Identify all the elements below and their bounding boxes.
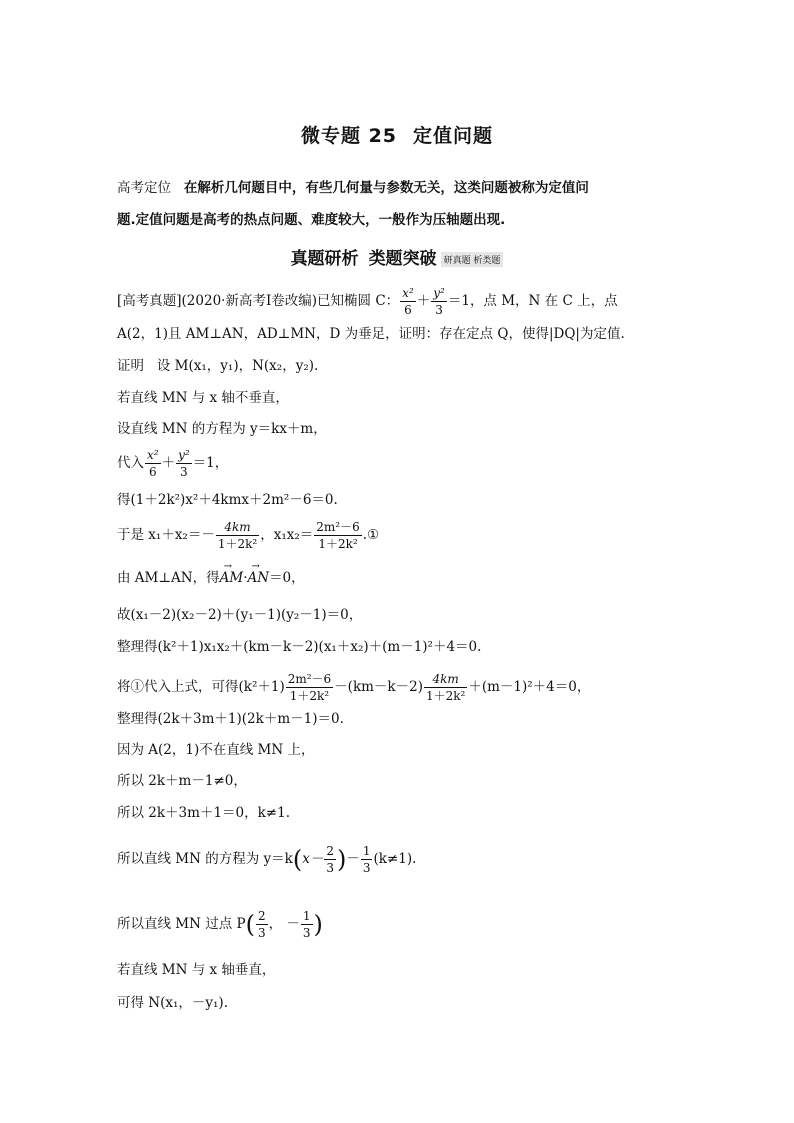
proof-line-8 xyxy=(117,605,362,625)
frac-num: x² xyxy=(147,448,159,462)
proof-text-4-pre: 代入 xyxy=(117,455,144,471)
fraction-2m2-6 xyxy=(286,673,333,702)
proof-text-4-post: ＝1， xyxy=(192,455,229,471)
proof-text-7-post: ＝0， xyxy=(269,570,305,586)
frac-num: 2 xyxy=(326,844,334,858)
proof-text-7-pre: 由 AM⊥AN，得 xyxy=(117,570,220,586)
proof-line-10 xyxy=(117,673,590,702)
section-heading-2: 类题突破 xyxy=(368,249,437,269)
proof-line-1 xyxy=(117,356,318,376)
proof-line-5 xyxy=(117,490,338,510)
fraction-2m2-6 xyxy=(314,521,361,550)
minus-sign: － xyxy=(286,916,300,932)
intro-text-2: 题.定值问题是高考的热点问题、难度较大，一般作为压轴题出现. xyxy=(117,212,506,228)
frac-num: y² xyxy=(433,286,445,300)
proof-text-10-mid: －(km－k－2) xyxy=(334,679,423,695)
title-part1: 微专题 25 xyxy=(300,125,398,147)
proof-line-12 xyxy=(117,740,314,760)
proof-text-15-post: (k≠1). xyxy=(373,851,417,867)
fraction-x2-over-6 xyxy=(145,449,161,478)
proof-text-15-pre: 所以直线 MN 的方程为 y＝k xyxy=(117,851,293,867)
x-minus: x－ xyxy=(302,851,324,867)
frac-den: 1＋2k² xyxy=(425,689,466,703)
frac-den: 1＋2k² xyxy=(217,537,258,551)
frac-num: 4km xyxy=(432,672,459,686)
proof-line-7 xyxy=(117,568,305,588)
fraction-y2-over-3 xyxy=(176,449,192,478)
proof-text-6-pre: 于是 x₁＋x₂＝－ xyxy=(117,527,215,543)
fraction-2-over-3 xyxy=(324,845,336,874)
proof-line-3 xyxy=(117,419,327,439)
frac-num: 1 xyxy=(362,844,371,858)
proof-text-12: 因为 A(2，1)不在直线 MN 上， xyxy=(117,742,315,758)
frac-num: 1 xyxy=(302,909,311,923)
proof-line-17 xyxy=(117,960,275,980)
frac-num: 2m²－6 xyxy=(287,672,332,686)
problem-line-2 xyxy=(117,324,625,344)
proof-label: 证明 xyxy=(117,358,144,374)
frac-den: 6 xyxy=(148,465,157,479)
frac-num: y² xyxy=(178,448,190,462)
proof-text-2: 若直线 MN 与 x 轴不垂直， xyxy=(117,390,289,406)
vector-an: → AN xyxy=(248,568,270,588)
problem-text-2: A(2，1)且 AM⊥AN，AD⊥MN，D 为垂足，证明：存在定点 Q，使得|DQ|为定值. xyxy=(117,326,625,342)
plus-sign: ＋ xyxy=(161,455,176,471)
frac-den: 1＋2k² xyxy=(289,689,330,703)
frac-num: 4km xyxy=(224,520,251,534)
proof-line-15 xyxy=(117,845,416,874)
intro-line-1 xyxy=(117,178,589,198)
dot-sign: · xyxy=(243,570,248,586)
title-part2: 定值问题 xyxy=(413,125,494,147)
proof-text-6-post: .① xyxy=(362,527,380,543)
fraction-1-over-3 xyxy=(301,910,313,939)
proof-line-11 xyxy=(117,709,344,729)
intro-text-1: 在解析几何题目中，有些几何量与参数无关，这类问题被称为定值问 xyxy=(183,180,589,196)
frac-den: 3 xyxy=(180,465,188,479)
plus-sign: ＋ xyxy=(416,293,431,309)
problem-text-1a: [高考真题](2020·新高考Ⅰ卷改编)已知椭圆 C： xyxy=(117,293,400,309)
proof-text-10-pre: 将①代入上式，可得(k²＋1) xyxy=(117,679,285,695)
proof-text-10-post: ＋(m－1)²＋4＝0， xyxy=(468,679,591,695)
proof-line-13 xyxy=(117,771,247,791)
fraction-y2-over-3 xyxy=(431,287,447,316)
proof-text-16-pre: 所以直线 MN 过点 P xyxy=(117,916,246,932)
frac-den: 3 xyxy=(362,861,371,875)
fraction-4km xyxy=(216,521,259,550)
section-header xyxy=(0,244,794,269)
section-heading-1: 真题研析 xyxy=(290,249,359,269)
proof-text-9: 整理得(k²＋1)x₁x₂＋(km－k－2)(x₁＋x₂)＋(m－1)²＋4＝0. xyxy=(117,639,482,655)
section-tag: 研真题 析类题 xyxy=(441,252,504,267)
fraction-x2-over-6 xyxy=(400,287,416,316)
proof-text-11: 整理得(2k＋3m＋1)(2k＋m－1)＝0. xyxy=(117,711,344,727)
frac-den: 6 xyxy=(404,303,412,317)
frac-num: 2m²－6 xyxy=(316,520,360,534)
frac-den: 3 xyxy=(302,926,311,940)
proof-text-6-mid: ，x₁x₂＝ xyxy=(260,527,314,543)
proof-line-2 xyxy=(117,388,289,408)
paren-close: ) xyxy=(336,845,347,874)
frac-den: 3 xyxy=(326,861,334,875)
page-title xyxy=(0,121,794,148)
proof-line-18 xyxy=(117,993,228,1013)
comma: ， xyxy=(268,916,283,932)
frac-den: 3 xyxy=(435,303,443,317)
proof-text-5: 得(1＋2k²)x²＋4kmx＋2m²－6＝0. xyxy=(117,492,338,508)
intro-line-2 xyxy=(117,210,505,230)
proof-line-16 xyxy=(117,910,323,939)
fraction-2-over-3 xyxy=(256,910,268,939)
proof-line-9 xyxy=(117,637,481,657)
vector-am: → AM xyxy=(220,568,244,588)
fraction-4km xyxy=(424,673,467,702)
minus-sign: － xyxy=(346,851,360,867)
proof-text-1: 设 M(x₁，y₁)，N(x₂，y₂). xyxy=(156,358,319,374)
proof-text-8: 故(x₁－2)(x₂－2)＋(y₁－1)(y₂－1)＝0， xyxy=(117,607,363,623)
frac-num: x² xyxy=(402,286,414,300)
proof-line-6 xyxy=(117,521,379,550)
proof-text-3: 设直线 MN 的方程为 y＝kx＋m， xyxy=(117,421,327,437)
frac-den: 1＋2k² xyxy=(318,537,358,551)
paren-close: ) xyxy=(313,910,323,939)
frac-den: 3 xyxy=(257,926,266,940)
problem-text-1b: ，点 M，N 在 C 上，点 xyxy=(469,293,618,309)
problem-line-1 xyxy=(117,287,618,316)
proof-line-4 xyxy=(117,449,228,478)
proof-line-14 xyxy=(117,803,290,823)
proof-text-14: 所以 2k＋3m＋1＝0，k≠1. xyxy=(117,805,291,821)
proof-text-13: 所以 2k＋m－1≠0， xyxy=(117,773,247,789)
equals-one: ＝1 xyxy=(447,293,470,309)
paren-open: ( xyxy=(245,910,255,939)
fraction-1-over-3 xyxy=(361,845,373,874)
paren-open: ( xyxy=(292,845,303,874)
proof-text-17: 若直线 MN 与 x 轴垂直， xyxy=(117,962,276,978)
intro-label: 高考定位 xyxy=(117,180,171,196)
proof-text-18: 可得 N(x₁，－y₁). xyxy=(117,995,228,1011)
frac-num: 2 xyxy=(257,909,266,923)
